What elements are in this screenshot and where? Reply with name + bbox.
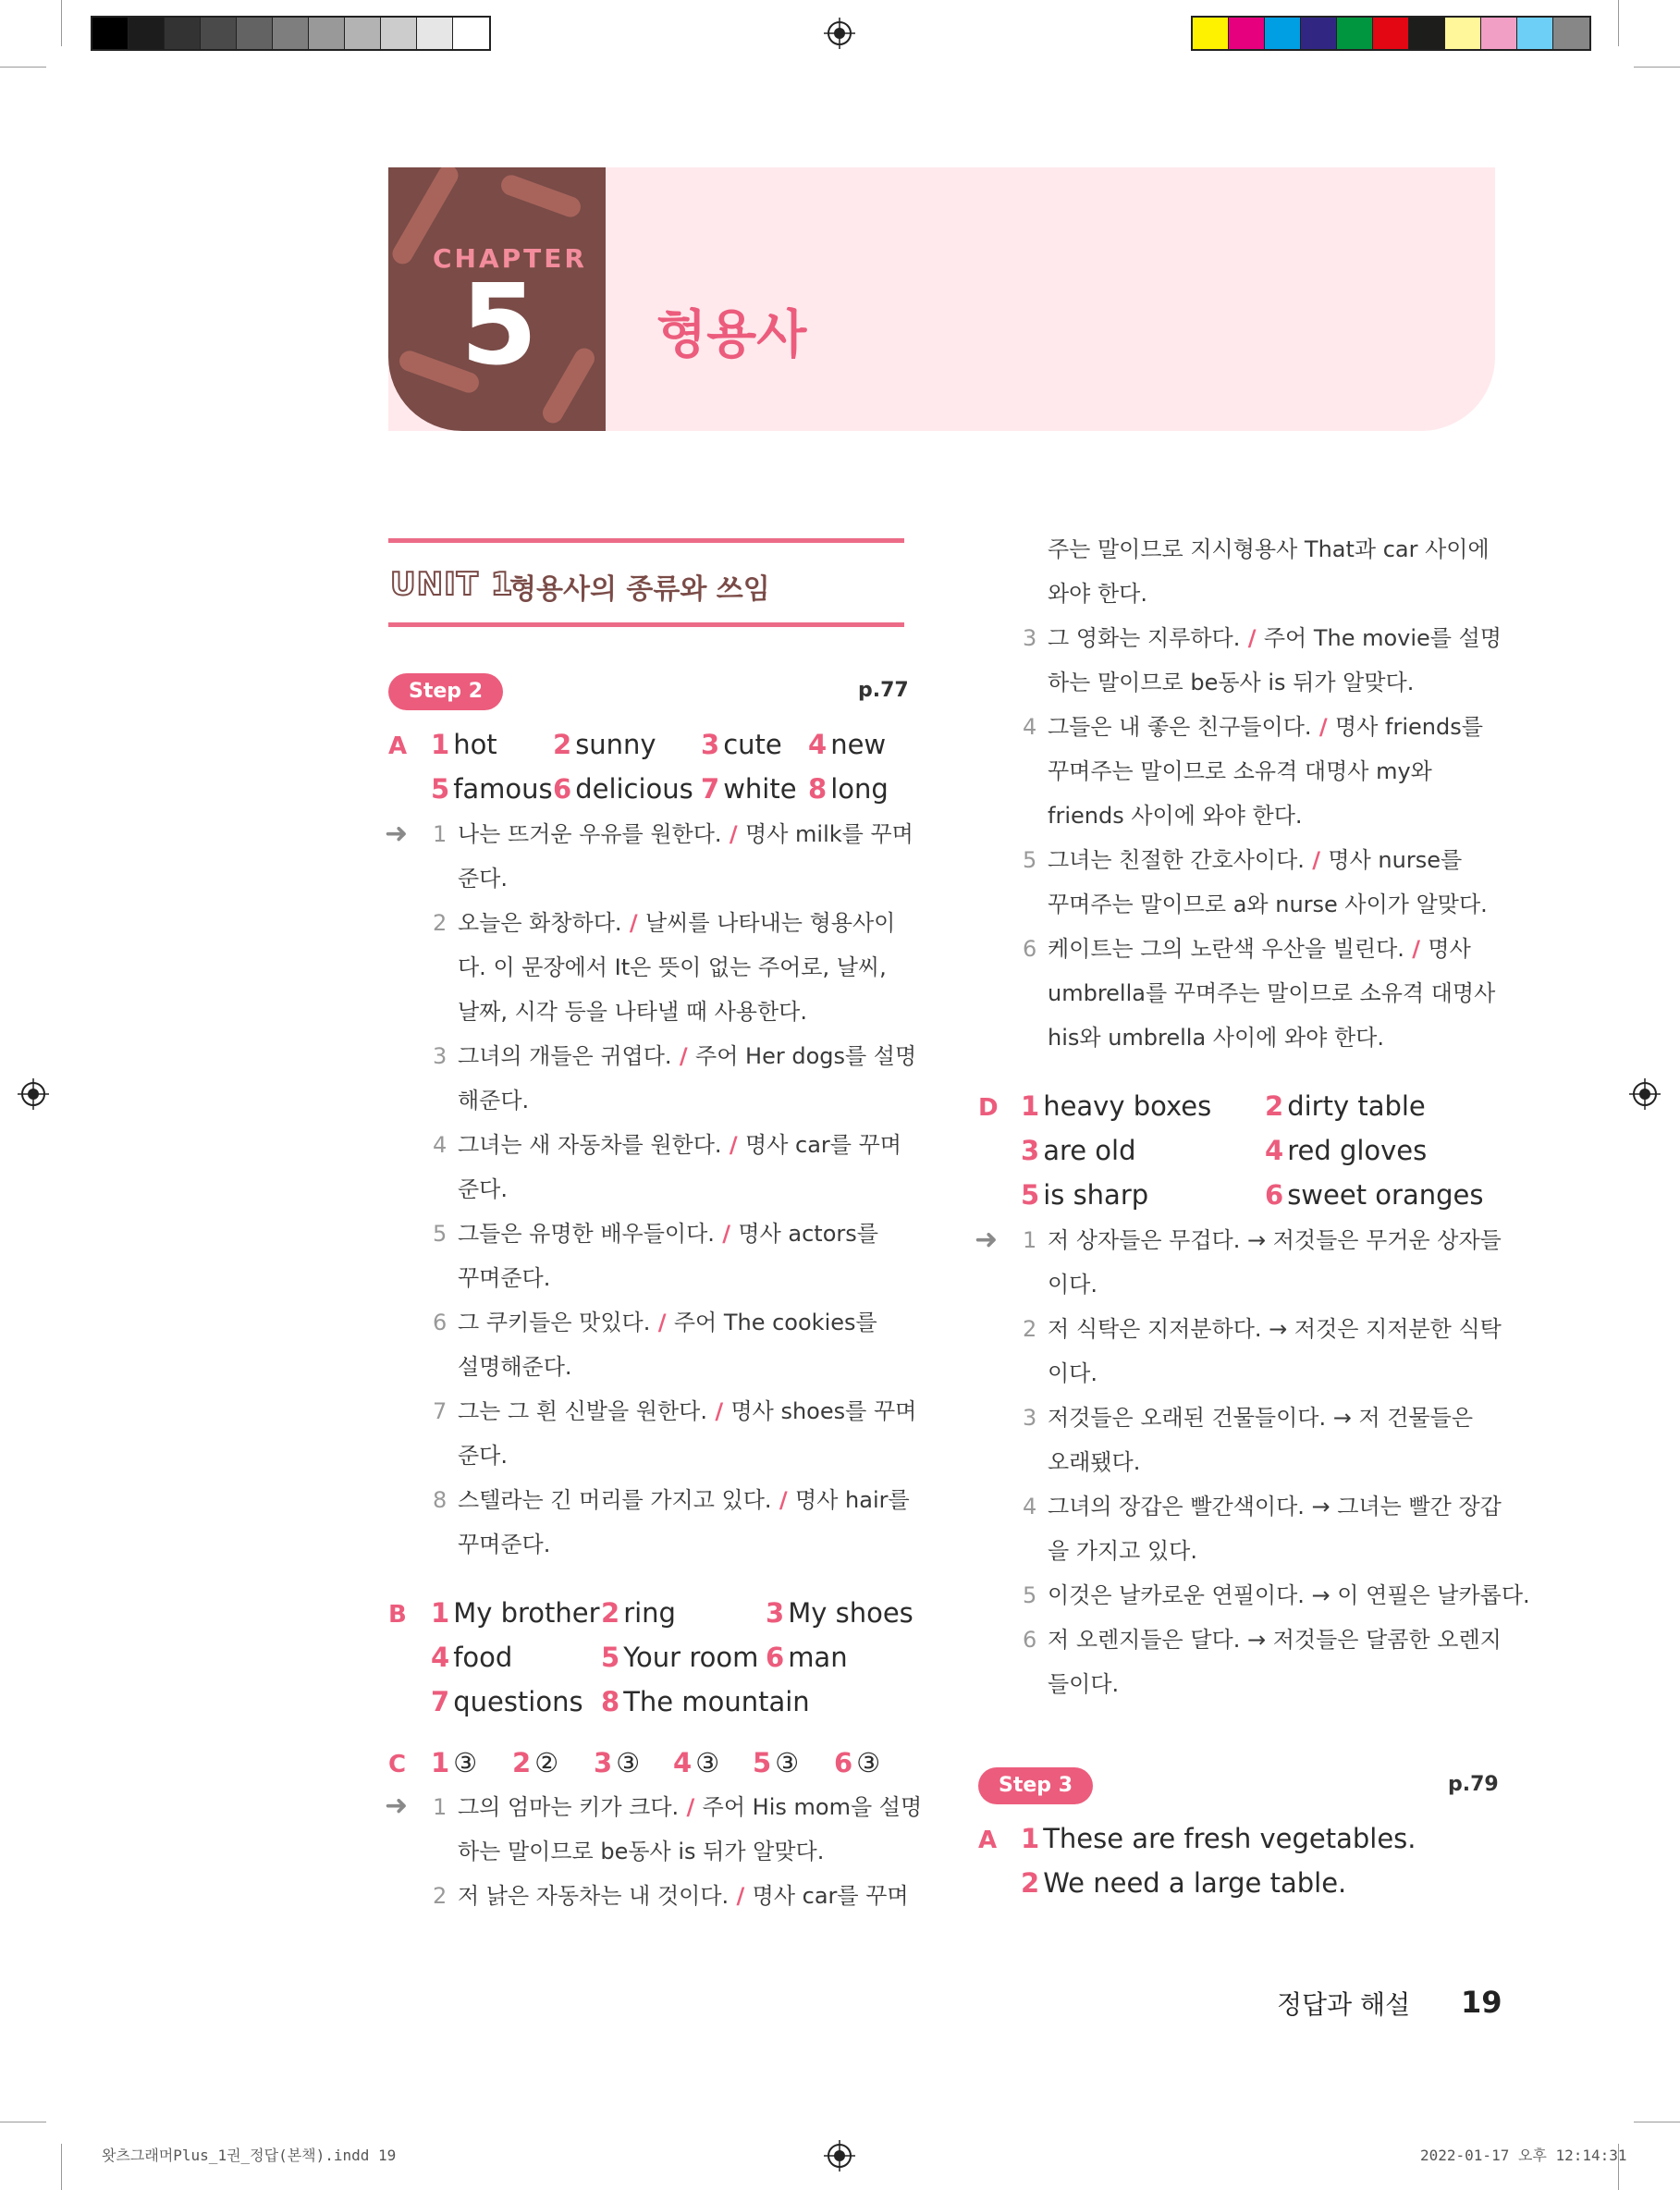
- color-swatch: [92, 18, 129, 49]
- answer-number: 1: [1021, 1823, 1040, 1854]
- answer-text: white: [723, 773, 797, 805]
- registration-mark-icon: [1629, 1078, 1661, 1110]
- color-swatch: [273, 18, 309, 49]
- explanation-line: 그들은 유명한 배우들이다. / 명사 actors를: [458, 1221, 878, 1247]
- decorative-stick: [498, 172, 583, 219]
- explanation-line: 다. 이 문장에서 It은 뜻이 없는 주어로, 날씨,: [458, 954, 887, 980]
- chapter-number: 5: [460, 262, 538, 390]
- color-swatch: [417, 18, 453, 49]
- explanation-number: 6: [1023, 1627, 1037, 1653]
- unit-rule-top: [388, 538, 904, 543]
- answer-number: 5: [431, 773, 450, 805]
- answer-text: ③: [695, 1747, 720, 1778]
- answer-text: sunny: [575, 729, 656, 760]
- section-letter-d: D: [978, 1094, 999, 1122]
- explanation-line: 그녀의 개들은 귀엽다. / 주어 Her dogs를 설명: [458, 1043, 917, 1069]
- step-3-page-ref: p.79: [1448, 1773, 1499, 1796]
- answer-number: 2: [601, 1597, 620, 1629]
- answer-number: 1: [431, 729, 450, 760]
- registration-mark-icon: [824, 18, 855, 49]
- explanation-line: 오래됐다.: [1048, 1449, 1141, 1475]
- explanation-line: 스텔라는 긴 머리를 가지고 있다. / 명사 hair를: [458, 1487, 910, 1513]
- section-letter-a: A: [388, 732, 408, 760]
- explanation-line: 준다.: [458, 866, 508, 892]
- answer-item: [553, 729, 656, 760]
- registration-mark-icon: [824, 2140, 855, 2172]
- chapter-label: CHAPTER: [433, 243, 587, 274]
- color-swatch: [237, 18, 273, 49]
- explanation-number: 6: [433, 1310, 448, 1335]
- color-swatch: [1481, 18, 1517, 49]
- answer-number: 4: [1265, 1135, 1284, 1166]
- explanation-number: 5: [1023, 1582, 1037, 1608]
- explanation-number: 6: [1023, 936, 1037, 962]
- explanation-line: 이다.: [1048, 1272, 1098, 1298]
- explanation-line: 케이트는 그의 노란색 우산을 빌린다. / 명사: [1048, 936, 1471, 962]
- answer-text: ③: [856, 1747, 881, 1778]
- answer-number: 5: [1021, 1179, 1040, 1211]
- answer-text: cute: [723, 729, 782, 760]
- color-swatch: [381, 18, 417, 49]
- answer-item: [431, 1747, 477, 1778]
- explanation-line: 이다.: [1048, 1360, 1098, 1386]
- answer-text: ②: [534, 1747, 559, 1778]
- answer-text: is sharp: [1043, 1179, 1149, 1211]
- answer-item: [701, 729, 782, 760]
- color-swatch: [1409, 18, 1445, 49]
- explanation-number: 1: [433, 821, 448, 847]
- answer-item: [753, 1747, 799, 1778]
- explanation-line: 하는 말이므로 be동사 is 뒤가 알맞다.: [1048, 670, 1415, 695]
- answer-item: [1021, 1179, 1148, 1211]
- explanation-line: 꾸며주는 말이므로 소유격 대명사 my와: [1048, 758, 1432, 784]
- answer-number: 1: [431, 1747, 450, 1778]
- answer-item: [766, 1597, 914, 1629]
- explanation-number: 3: [1023, 1405, 1037, 1431]
- explanation-number: 4: [1023, 714, 1037, 740]
- answer-item: [808, 729, 886, 760]
- answer-number: 7: [431, 1686, 450, 1717]
- answer-text: dirty table: [1287, 1090, 1426, 1122]
- color-swatch: [345, 18, 381, 49]
- explanation-line: 이것은 날카로운 연필이다. → 이 연필은 날카롭다.: [1048, 1582, 1530, 1608]
- explanation-line: umbrella를 꾸며주는 말이므로 소유격 대명사: [1048, 980, 1496, 1006]
- answer-item: [808, 773, 889, 805]
- answer-text: My shoes: [788, 1597, 914, 1629]
- answer-text: ③: [616, 1747, 641, 1778]
- explanation-number: 2: [433, 1883, 448, 1909]
- answer-number: 8: [808, 773, 828, 805]
- color-swatch: [1553, 18, 1589, 49]
- footer-label: 정답과 해설: [1277, 1989, 1411, 2020]
- explanation-number: 5: [433, 1221, 448, 1247]
- explanation-line: 그 쿠키들은 맛있다. / 주어 The cookies를: [458, 1310, 877, 1335]
- explanation-line: 그들은 내 좋은 친구들이다. / 명사 friends를: [1048, 714, 1483, 740]
- unit-rule-bottom: [388, 622, 904, 627]
- section-letter-step3-a: A: [978, 1827, 998, 1854]
- color-bar: [1191, 16, 1591, 51]
- crop-mark: [1634, 67, 1680, 68]
- answer-text: food: [453, 1642, 513, 1673]
- explanation-number: 4: [433, 1132, 448, 1158]
- step-2-page-ref: p.77: [858, 679, 909, 702]
- answer-item: [431, 1597, 600, 1629]
- explanation-line: 저 낡은 자동차는 내 것이다. / 명사 car를 꾸며: [458, 1883, 909, 1909]
- explanation-number: 1: [1023, 1227, 1037, 1253]
- color-swatch: [453, 18, 489, 49]
- explanation-number: 1: [433, 1794, 448, 1820]
- answer-item: [601, 1686, 810, 1717]
- color-swatch: [129, 18, 165, 49]
- answer-number: 6: [553, 773, 572, 805]
- answer-number: 6: [834, 1747, 853, 1778]
- section-letter-b: B: [388, 1601, 407, 1629]
- answer-item: [431, 729, 497, 760]
- answer-item: [1021, 1867, 1346, 1899]
- explanation-line: 그녀는 새 자동차를 원한다. / 명사 car를 꾸며: [458, 1132, 901, 1158]
- arrow-icon: ➜: [975, 1224, 999, 1256]
- answer-number: 4: [673, 1747, 693, 1778]
- answer-number: 2: [512, 1747, 532, 1778]
- answer-number: 7: [701, 773, 720, 805]
- answer-number: 2: [1265, 1090, 1284, 1122]
- explanation-line: 준다.: [458, 1176, 508, 1202]
- arrow-icon: ➜: [385, 818, 409, 850]
- answer-item: [431, 773, 553, 805]
- color-swatch: [1337, 18, 1373, 49]
- color-swatch: [1193, 18, 1229, 49]
- answer-item: [1265, 1179, 1483, 1211]
- answer-number: 4: [808, 729, 828, 760]
- answer-text: delicious: [575, 773, 693, 805]
- explanation-number: 5: [1023, 847, 1037, 873]
- crop-mark: [61, 0, 62, 46]
- explanation-line: 그녀는 친절한 간호사이다. / 명사 nurse를: [1048, 847, 1463, 873]
- answer-text: ring: [623, 1597, 676, 1629]
- explanation-line: 꾸며주는 말이므로 a와 nurse 사이가 알맞다.: [1048, 892, 1488, 917]
- answer-text: famous: [453, 773, 553, 805]
- color-swatch: [1229, 18, 1265, 49]
- answer-item: [1265, 1090, 1426, 1122]
- answer-number: 3: [766, 1597, 785, 1629]
- answer-text: man: [788, 1642, 848, 1673]
- crop-mark: [1618, 0, 1619, 46]
- crop-mark: [61, 2144, 62, 2190]
- registration-mark-icon: [18, 1078, 49, 1110]
- answer-text: hot: [453, 729, 497, 760]
- answer-text: My brother: [453, 1597, 600, 1629]
- arrow-icon: ➜: [385, 1790, 409, 1822]
- answer-item: [431, 1686, 583, 1717]
- crop-mark: [0, 67, 46, 68]
- grayscale-bar: [91, 16, 491, 51]
- answer-item: [601, 1642, 758, 1673]
- step-2-pill: Step 2: [388, 673, 503, 710]
- answer-text: new: [830, 729, 887, 760]
- answer-text: sweet oranges: [1287, 1179, 1484, 1211]
- explanation-line: 그의 엄마는 키가 크다. / 주어 His mom을 설명: [458, 1794, 923, 1820]
- answer-number: 1: [1021, 1090, 1040, 1122]
- unit-badge: UNIT 1: [390, 566, 514, 603]
- answer-item: [673, 1747, 719, 1778]
- explanation-line: 그녀의 장갑은 빨간색이다. → 그녀는 빨간 장갑: [1048, 1494, 1502, 1519]
- explanation-line: friends 사이에 와야 한다.: [1048, 803, 1303, 829]
- explanation-line: 준다.: [458, 1443, 508, 1469]
- answer-number: 6: [766, 1642, 785, 1673]
- color-swatch: [165, 18, 201, 49]
- color-swatch: [201, 18, 237, 49]
- answer-text: are old: [1043, 1135, 1136, 1166]
- step-3-pill: Step 3: [978, 1767, 1093, 1804]
- explanation-number: 2: [1023, 1316, 1037, 1342]
- explanation-number: 4: [1023, 1494, 1037, 1519]
- answer-number: 5: [753, 1747, 772, 1778]
- answer-text: These are fresh vegetables.: [1043, 1823, 1416, 1854]
- explanation-line: 오늘은 화창하다. / 날씨를 나타내는 형용사이: [458, 910, 896, 936]
- answer-item: [1265, 1135, 1427, 1166]
- explanation-line: 을 가지고 있다.: [1048, 1538, 1197, 1564]
- explanation-line: 들이다.: [1048, 1671, 1120, 1697]
- explanation-line: 나는 뜨거운 우유를 원한다. / 명사 milk를 꾸며: [458, 821, 914, 847]
- slug-filename: 왓츠그래머Plus_1권_정답(본책).indd 19: [102, 2147, 397, 2164]
- page-number: 19: [1461, 1985, 1502, 2020]
- answer-number: 3: [1021, 1135, 1040, 1166]
- explanation-number: 2: [433, 910, 448, 936]
- answer-item: [1021, 1135, 1136, 1166]
- answer-number: 2: [1021, 1867, 1040, 1899]
- section-letter-c: C: [388, 1751, 407, 1778]
- explanation-line: 하는 말이므로 be동사 is 뒤가 알맞다.: [458, 1839, 825, 1864]
- answer-item: [512, 1747, 558, 1778]
- explanation-line: 그는 그 흰 신발을 원한다. / 명사 shoes를 꾸며: [458, 1398, 917, 1424]
- answer-text: heavy boxes: [1043, 1090, 1212, 1122]
- explanation-line: 저것들은 오래된 건물들이다. → 저 건물들은: [1048, 1405, 1474, 1431]
- answer-item: [1021, 1823, 1416, 1854]
- explanation-number: 3: [1023, 625, 1037, 651]
- explanation-line: 주는 말이므로 지시형용사 That과 car 사이에: [1048, 536, 1490, 562]
- answer-number: 8: [601, 1686, 620, 1717]
- explanation-line: 그 영화는 지루하다. / 주어 The movie를 설명: [1048, 625, 1502, 651]
- decorative-stick: [539, 345, 598, 427]
- explanation-line: 저 식탁은 지저분하다. → 저것은 지저분한 식탁: [1048, 1316, 1502, 1342]
- answer-number: 1: [431, 1597, 450, 1629]
- explanation-line: 해준다.: [458, 1088, 530, 1113]
- answer-text: We need a large table.: [1043, 1867, 1347, 1899]
- color-swatch: [1265, 18, 1301, 49]
- color-swatch: [1445, 18, 1481, 49]
- chapter-title: 형용사: [656, 305, 807, 365]
- explanation-line: 설명해준다.: [458, 1354, 572, 1380]
- answer-item: [1021, 1090, 1211, 1122]
- answer-number: 3: [594, 1747, 613, 1778]
- chapter-number-panel: [388, 167, 606, 431]
- answer-number: 3: [701, 729, 720, 760]
- answer-item: [701, 773, 797, 805]
- answer-item: [834, 1747, 880, 1778]
- explanation-line: his와 umbrella 사이에 와야 한다.: [1048, 1025, 1384, 1051]
- answer-number: 5: [601, 1642, 620, 1673]
- answer-item: [766, 1642, 848, 1673]
- color-swatch: [1373, 18, 1409, 49]
- answer-item: [431, 1642, 512, 1673]
- answer-text: long: [830, 773, 889, 805]
- explanation-line: 꾸며준다.: [458, 1265, 551, 1291]
- explanation-number: 3: [433, 1043, 448, 1069]
- answer-text: questions: [453, 1686, 583, 1717]
- color-swatch: [1517, 18, 1553, 49]
- answer-number: 2: [553, 729, 572, 760]
- explanation-line: 저 오렌지들은 달다. → 저것들은 달콤한 오렌지: [1048, 1627, 1502, 1653]
- explanation-line: 저 상자들은 무겁다. → 저것들은 무거운 상자들: [1048, 1227, 1502, 1253]
- color-swatch: [1301, 18, 1337, 49]
- explanation-line: 날짜, 시각 등을 나타낼 때 사용한다.: [458, 999, 807, 1025]
- answer-text: red gloves: [1287, 1135, 1428, 1166]
- answer-item: [553, 773, 693, 805]
- explanation-line: 꾸며준다.: [458, 1532, 551, 1557]
- answer-number: 6: [1265, 1179, 1284, 1211]
- answer-item: [594, 1747, 640, 1778]
- color-swatch: [309, 18, 345, 49]
- answer-text: The mountain: [623, 1686, 810, 1717]
- answer-item: [601, 1597, 676, 1629]
- slug-date: 2022-01-17 오후 12:14:31: [1420, 2147, 1627, 2164]
- unit-title: 형용사의 종류와 쓰임: [509, 573, 770, 606]
- explanation-line: 와야 한다.: [1048, 581, 1147, 607]
- answer-text: ③: [453, 1747, 478, 1778]
- answer-text: Your room: [623, 1642, 759, 1673]
- answer-number: 4: [431, 1642, 450, 1673]
- answer-text: ③: [775, 1747, 800, 1778]
- explanation-number: 7: [433, 1398, 448, 1424]
- explanation-number: 8: [433, 1487, 448, 1513]
